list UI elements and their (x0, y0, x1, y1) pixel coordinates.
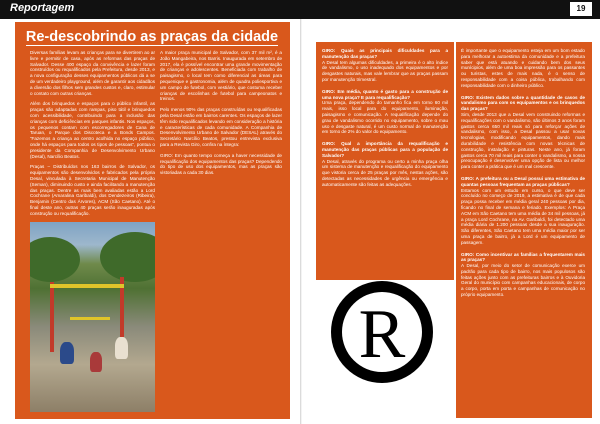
interview-question: GIRO: A prefeitura ou a Desal possui uma estimativa de quantas pessoas frequentam as praças públicas? (461, 175, 585, 187)
interview-column-2 (461, 48, 585, 416)
interview-answer: Estamos com um estudo em curso, o que deve ser concluído no começo de 2019, a estimativa é de que cada praça possa receber em média geral 240 pessoas por dia, ficando no final de semana e feriado. Exemplos: A Praça ACM em São Caetano tem uma média de 34 mil pessoas, já a praça Lord Cochrane, na Av. Garibaldi, foi detectado uma média diária de 1.200 pessoas desde a sua inauguração. São diferentes, São Caetano tem uma média maior por ser uma praça de bairro, já a Lord é um equipamento de passagem. (461, 187, 585, 245)
interview-question: GIRO: Existem dados sobre a quantidade de casos de vandalismo para com os equipamentos e os brinquedos das praças? (461, 94, 585, 112)
interview-question: GIRO: Quais as principais dificuldades para a manutenção das praças? (322, 48, 448, 59)
playground-photo (30, 222, 155, 412)
interview-answer: Sim, desde 2013 que a Desal vem construindo reformas e requalificações com o vandalismo, são últimos 3 anos foram gastos cerca 650 mil reais só para reforçar ações de vandalismo, com isso, a Desal passou a usar novas tecnologias, modificando equipamentos, dando mais durabilidade e resistência com novas técnicas de construção, instalação e pinturas. Neste ano, já foram gastos cerca 70 mil reais para conter o vandalismo, a nossa preocupação é desenvolver uma opção de lista ou melhor para conter a prática que é um mal crescente. (461, 111, 585, 170)
section-title: Reportagem (10, 2, 75, 14)
headline-rule (26, 45, 278, 46)
header-bar (0, 0, 600, 19)
article-headline: Re-descobrindo as praças da cidade (25, 29, 279, 45)
interview-answer: É importante que o equipamento esteja em um bom estado para melhorar a autoestima da comunidade e a prefeitura saber que está atuando e cuidando bem dos seus munícipios, além de uma boa impressão para os passantes ou turistas, estes de mais nada, é o senso de responsabilidade com a coisa pública, trabalhando com responsabilidade com o dinheiro público. (461, 48, 585, 88)
interview-answer: A Desal tem algumas dificuldades, a primeira é o alto índice de vandalismo, o uso inadequado dos equipamentos e por desgastes naturais, mas vale lembrar que as praças passam por manutenção trimestral. (322, 59, 448, 82)
article-column-2 (160, 50, 282, 412)
article-column-1 (30, 50, 155, 220)
interview-column-1 (322, 48, 448, 278)
interview-answer: Uma praça, dependendo do tamanho fica em torno 60 mil reais, isso local para do equipamento, iluminação, paisagismo e comunicação. A requalificação depende do grau de vandalismo ocorrido no equipamento, sobre o mau uso e desgaste natural, é um custo normal de manutenção em torno de 2% do valor do equipamento. (322, 100, 448, 135)
interview-question: GIRO: Em média, quanto é gasto para a construção de uma nova praça? E para requalificação? (322, 88, 448, 100)
paragraph: Diversas famílias levam as crianças para se divertirem ao ar livre e permitir de casa, após as reformas das praças de Salvador. Desse 400 espaço da convivência e lazer foram construídos ou requalificados pela Prefeitura, desde 2013, e a nova configuração desses equipamentos públicos dá a se de um verdadeiro playground, além de garantir aos cidadãos a diversão dos filhos sem grandes custos e, claro, estimular o contato com outras crianças. (30, 50, 155, 96)
paragraph: Além dos brinquedos e espaços para o público infantil, as praças são adaptadas com rampas, piso tátil e brinquedos com acessibilidade, contribuindo para a inclusão das crianças com deficiências em parques infantis. Nos espaços, os pequenos contam com escorregadores de Cana de Taruan, o Parque dos Discoteca e a Bonds Campos. “Fazemos a criança ao centro acolhida no espaço público, onde há espaços para todos os tipos de pessoas”, pontua o presidente da Companhia de Desenvolvimento Urbano (Desal), Narcílio Beatos. (30, 101, 155, 159)
r-logo-icon (330, 280, 434, 384)
paragraph: GIRO: Em quanto tempo começa a haver necessidade de requalificação dos equipamentos das praças? Dependendo do tipo de uso dos equipamentos, mas as praças são vistoriadas a cada 30 dias. (160, 152, 282, 176)
paragraph: Pelo menos 90% das praças construídas ou requalificadas pela Desal estão em bairros carentes. Os espaços de lazer têm sido requalificados levando em consideração a história e características de cada comunidade. A Companhia de Desenvolvimento Urbano de Salvador (DESAL) através do Secretário Narcílio Beatos, prestou entrevista exclusiva para a Revista Giro, confira na íntegra: (160, 107, 282, 147)
interview-answer: A Desal, por meio do setor de comunicação exerce um padrão para cada tipo de bairro, nos mais populosos são feitas ações junto com as prefeituras bairros e à Ouvidoria Geral do município com campanhas educacionais, de corpo a corpo, porta em porta e campanhas de comunicação no próprio equipamento. (461, 263, 585, 298)
interview-question: GIRO: Qual a importância da requalificação e manutenção das praças públicas para a população de Salvador? (322, 141, 448, 158)
logo-letter: R (358, 296, 406, 373)
paragraph: Praças – Distribuídos nos 163 bairros de Salvador, os equipamentos são desenvolvidos e fabricados pela própria Desal, vinculada à Secretaria Municipal de Manutenção (Seman), diminuindo custo e ainda facilitando a manutenção das praças. Dentre as mais bem avaliadas estão a Lord Cochrane (Amaralina Garibaldi), dos Dendezeiros (Ribeira), Benjamin (Centro das Árvores), ACM (São Caetano). Até o final deste ano, outras 40 praças serão inauguradas após construção ou requalificação. (30, 164, 155, 216)
paragraph: A maior praça municipal de Salvador, com 37 mil m², é a João Mangabeira, nos Barris. Inaugurada em setembro de 2017, ela é possível encontrar uma grande movimentação de crianças e adolescentes. Beneficiada com trabalho de paisagismo, o local tem como diferencial as áreas para pequenique e gastronomia, além de quadra poliesportiva e um campo de futebol, com vestiário, que costuma receber crianças de escolinhas de futebol para campeonatos e treinos. (160, 50, 282, 102)
page-number: 19 (570, 2, 592, 16)
interview-answer: A Desal, através do programa ou certo a minha praça olha um sistema de manutenção e requalificação do equipamento que vistoria cerca de 25 praças por mês, nestas ações, são detectadas as necessidades de urgência ou emergência e automaticamente são feitas as adequações. (322, 158, 448, 187)
interview-question: GIRO: Como incentivar as famílias a frequentarem mais as praças? (461, 251, 585, 263)
